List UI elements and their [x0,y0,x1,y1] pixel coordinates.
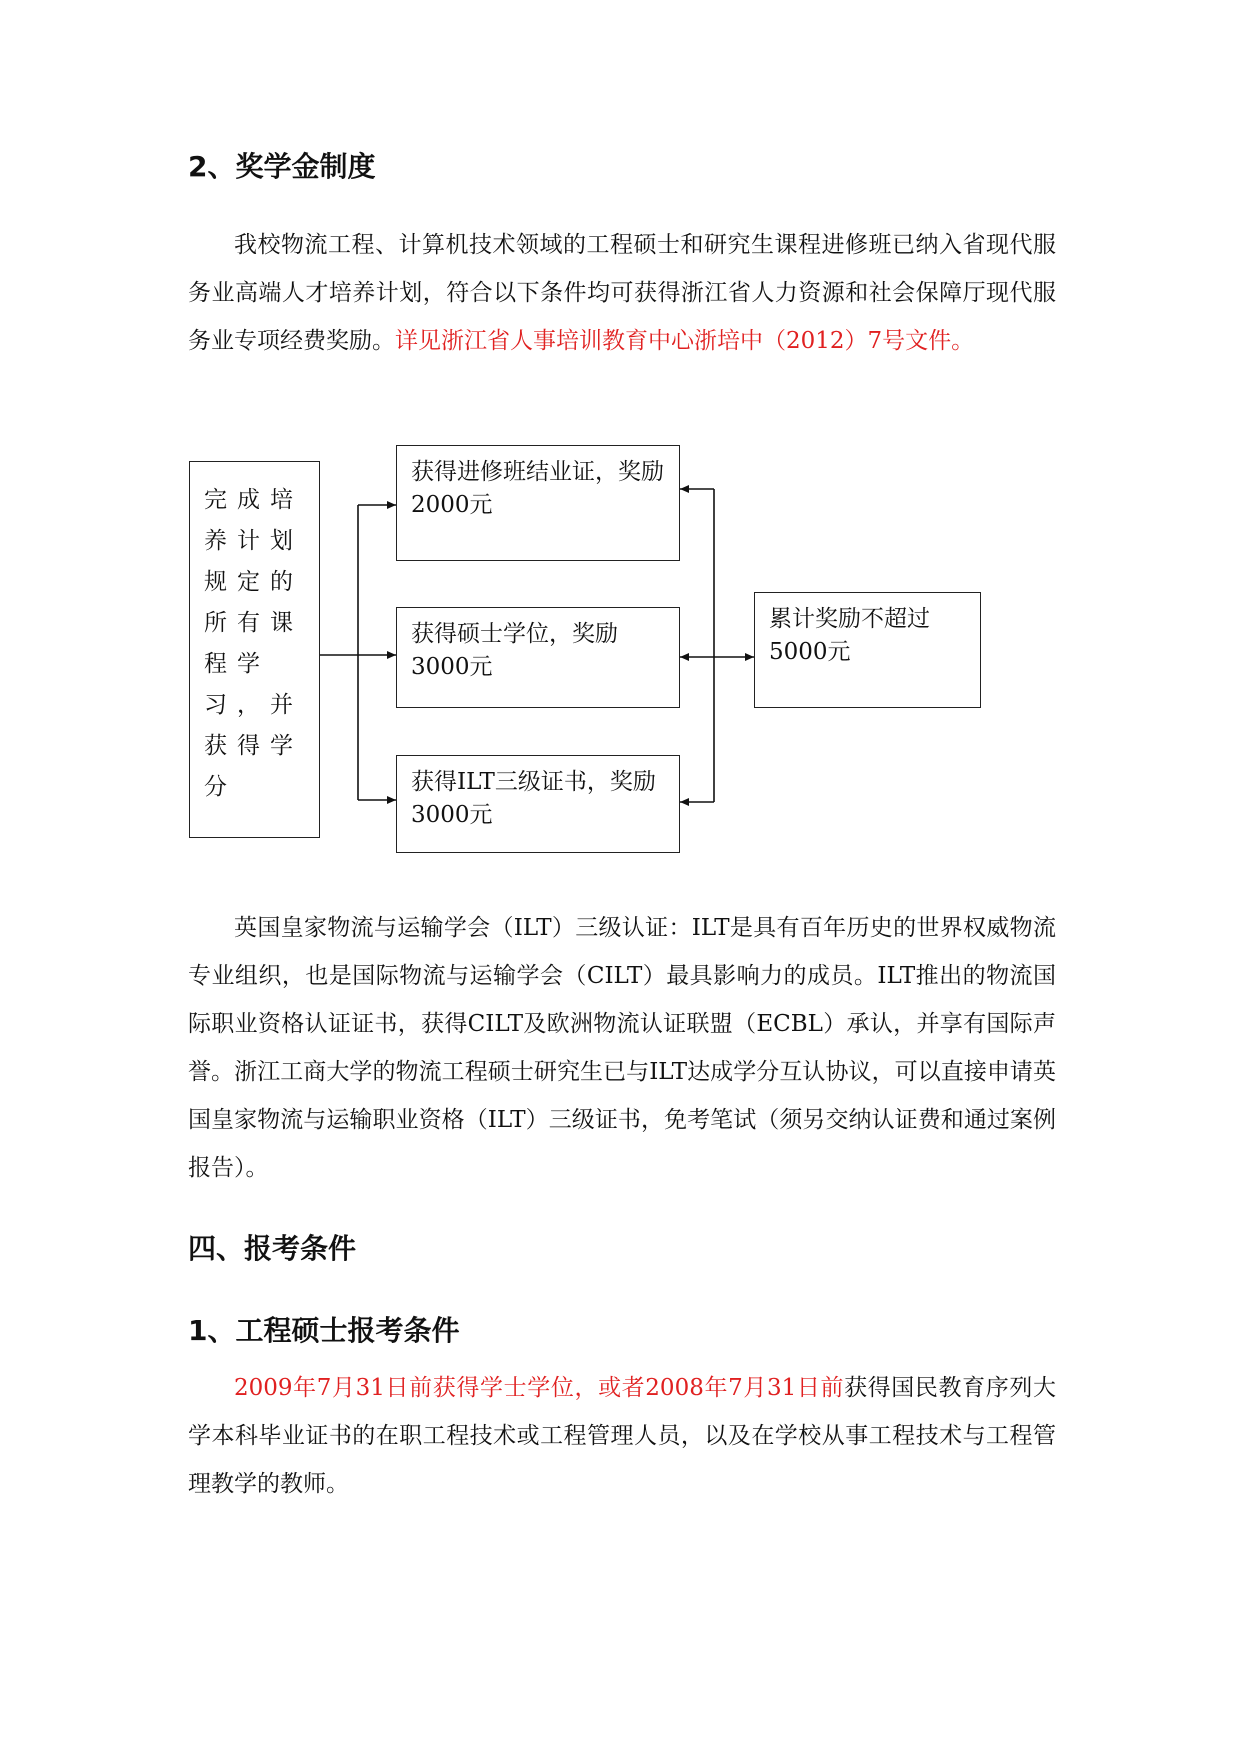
requirements-deadline-text: 2009年7月31日前获得学士学位，或者2008年7月31日前 [234,1375,845,1401]
reward-ilt-box: 获得ILT三级证书，奖励3000元 [396,755,680,853]
subsection-heading-engineering-master: 1、工程硕士报考条件 [188,1314,460,1347]
requirements-eligibility-text: 获得国民教育序列大学本科毕业证书的在职工程技术或工程管理人员，以及在学校从事工程技术与工程管理教学的教师。 [188,1375,1056,1497]
reward-degree-box: 获得硕士学位，奖励3000元 [396,607,680,708]
scholarship-document-reference: 详见浙江省人事培训教育中心浙培中（2012）7号文件。 [395,328,975,354]
ilt-paragraph: 英国皇家物流与运输学会（ILT）三级认证：ILT是具有百年历史的世界权威物流专业组织，也是国际物流与运输学会（CILT）最具影响力的成员。ILT推出的物流国际职业资格认证证书，获得CILT及欧洲物流认证联盟（ECBL）承认，并享有国际声誉。浙江工商大学的物流工程硕士研究生已与ILT达成学分互认协议，可以直接申请英国皇家物流与运输职业资格（ILT）三级证书，免考笔试（须另交纳认证费和通过案例报告）。 [188,915,1056,1181]
scholarship-intro-text: 我校物流工程、计算机技术领域的工程硕士和研究生课程进修班已纳入省现代服务业高端人才培养计划，符合以下条件均可获得浙江省人力资源和社会保障厅现代服务业专项经费奖励。 [188,232,1056,354]
reward-certificate-box: 获得进修班结业证，奖励2000元 [396,445,680,561]
section-heading-requirements: 四、报考条件 [188,1232,357,1265]
condition-box: 完成培养计划规定的所有课程学习，并获得学分 [189,461,320,838]
requirements-paragraph [188,1364,1056,1508]
section-heading-scholarship: 2、奖学金制度 [188,150,376,183]
total-cap-box: 累计奖励不超过5000元 [754,592,981,708]
